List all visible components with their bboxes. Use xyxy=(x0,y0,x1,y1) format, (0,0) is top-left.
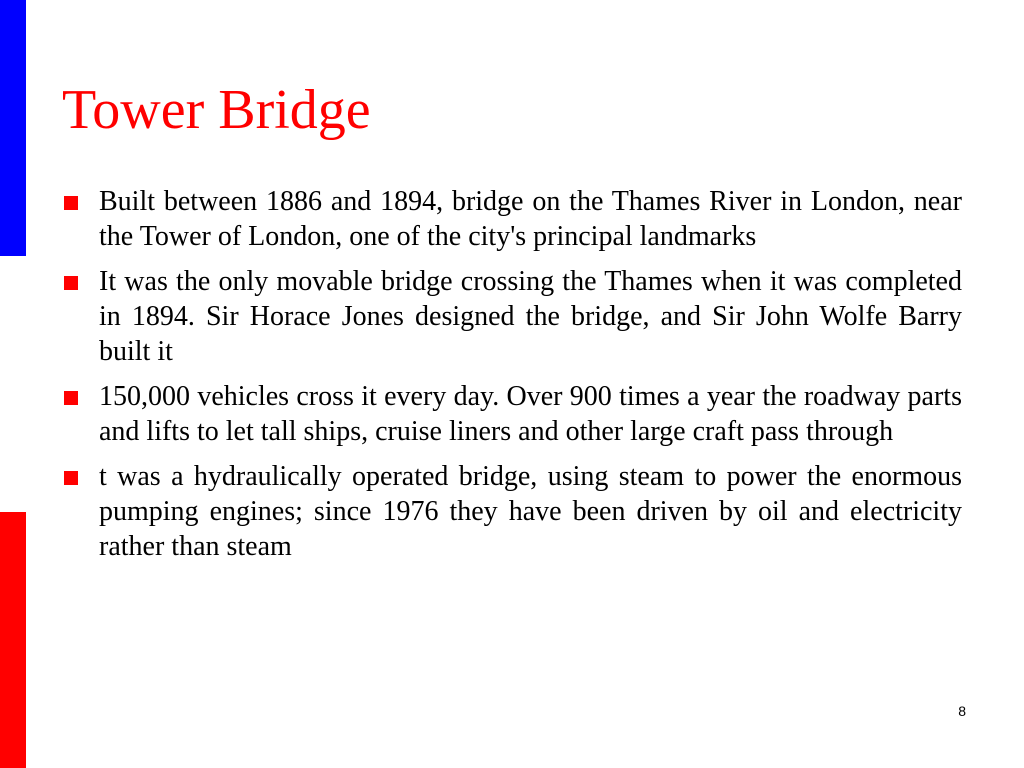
slide-title: Tower Bridge xyxy=(62,79,371,141)
bullet-text: Built between 1886 and 1894, bridge on the Thames River in London, near the Tower of London, one of the city's principal landmarks xyxy=(99,186,962,252)
bullet-text: t was a hydraulically operated bridge, using steam to power the enormous pumping engines; since 1976 they have been driven by oil and electricity rather than steam xyxy=(99,461,962,562)
page-number: 8 xyxy=(958,703,966,719)
red-square-bullet-icon xyxy=(64,471,78,485)
left-accent-bar-top xyxy=(0,0,26,256)
red-square-bullet-icon xyxy=(64,391,78,405)
left-accent-bar-bottom xyxy=(0,512,26,768)
bullet-text: 150,000 vehicles cross it every day. Over 900 times a year the roadway parts and lifts to let tall ships, cruise liners and other large craft pass through xyxy=(99,381,962,447)
bullet-text: It was the only movable bridge crossing the Thames when it was completed in 1894. Sir Horace Jones designed the bridge, and Sir John Wolfe Barry built it xyxy=(99,266,962,367)
red-square-bullet-icon xyxy=(64,276,78,290)
bullet-item xyxy=(64,379,962,449)
bullet-item xyxy=(64,264,962,369)
bullet-item xyxy=(64,459,962,564)
red-square-bullet-icon xyxy=(64,196,78,210)
bullet-item xyxy=(64,184,962,254)
bullet-list xyxy=(64,184,962,574)
